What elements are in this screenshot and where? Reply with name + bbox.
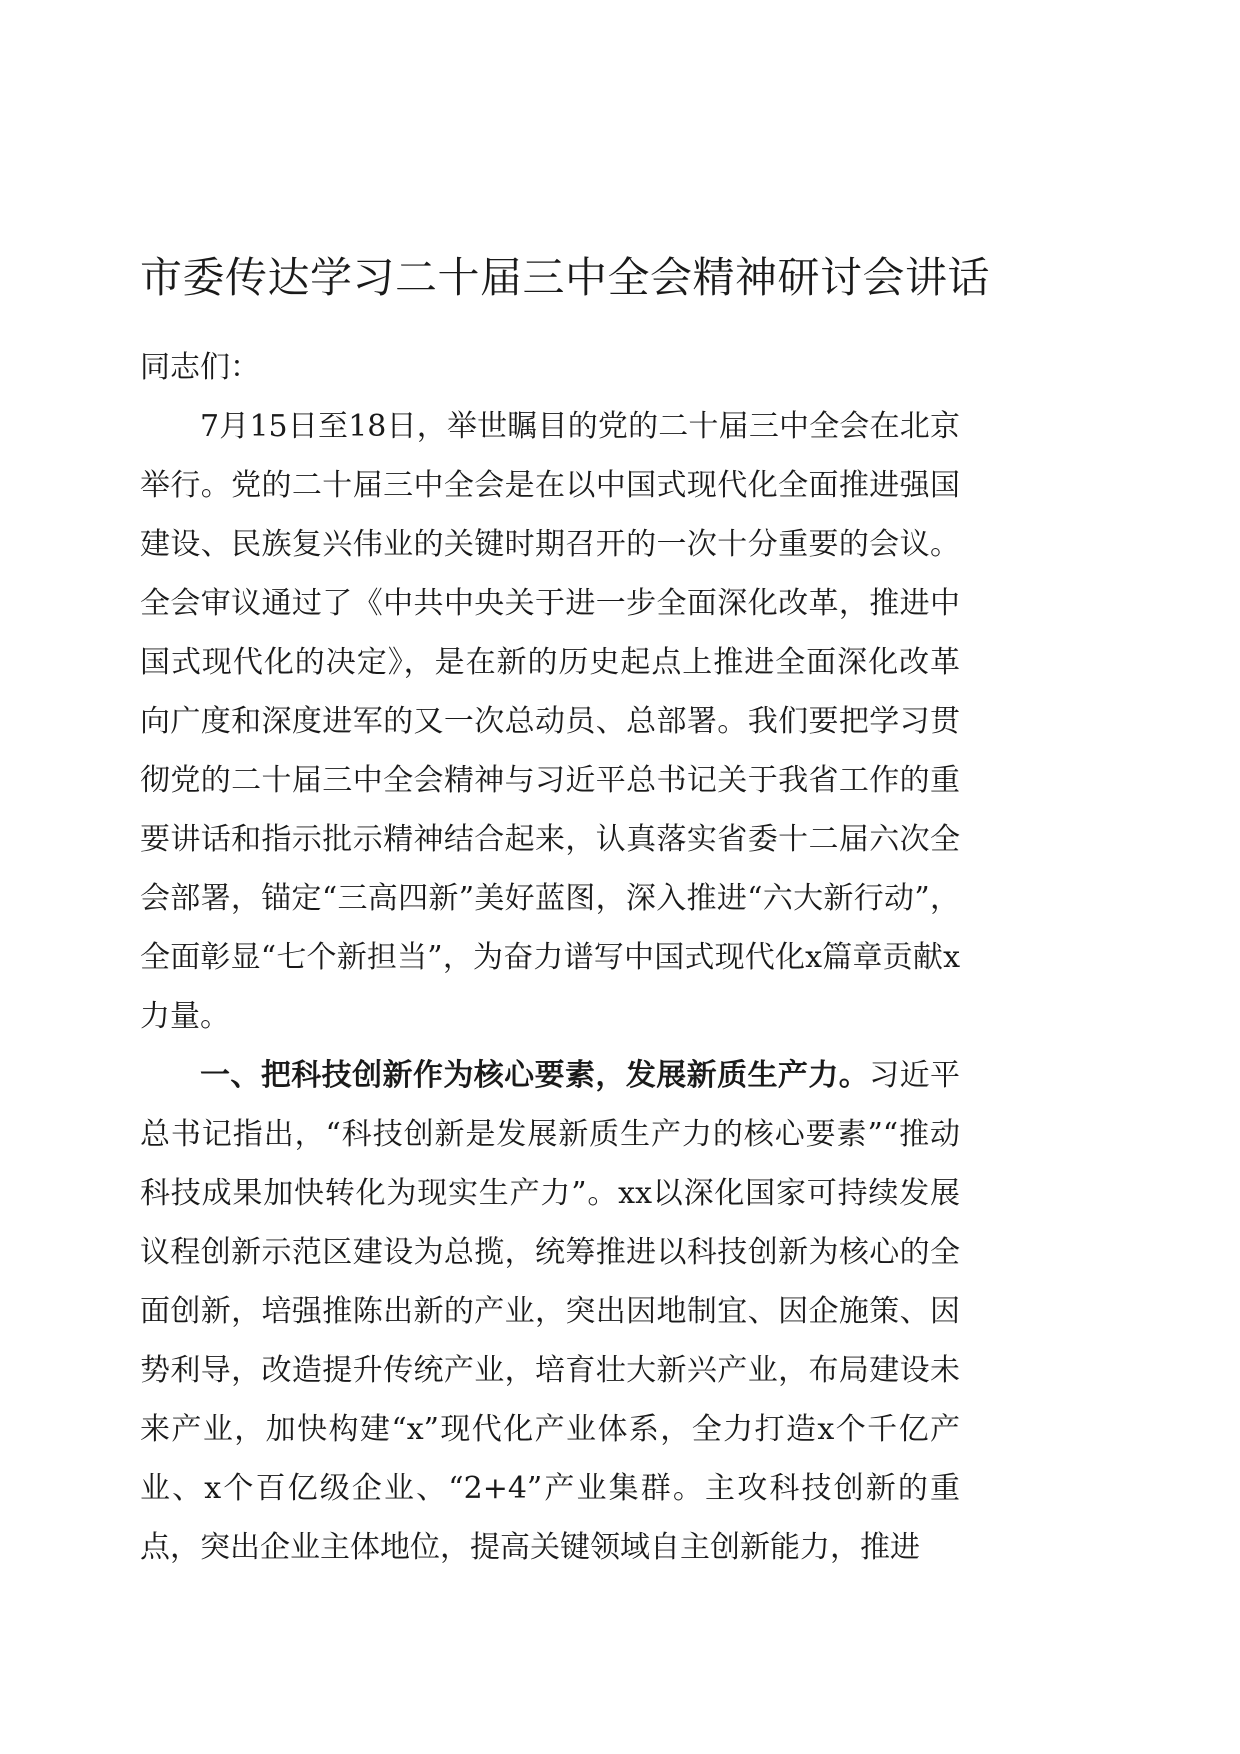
paragraph-text: 习近平总书记指出，“科技创新是发展新质生产力的核心要素”“推动科技成果加快转化为现实生产力”。xx以深化国家可持续发展议程创新示范区建设为总揽，统筹推进以科技创新为核心的全面创新，培强推陈出新的产业，突出因地制宜、因企施策、因势利导，改造提升传统产业，培育壮大新兴产业，布局建设未来产业，加快构建“x”现代化产业体系，全力打造x个千亿产业、x个百亿级企业、“2+4”产业集群。主攻科技创新的重点，突出企业主体地位，提高关键领域自主创新能力，推进 [140,1058,961,1565]
document-title: 市委传达学习二十届三中全会精神研讨会讲话 [140,253,991,302]
paragraph-intro [140,397,960,1046]
salutation: 同志们： [140,350,260,385]
paragraph-text: 7月15日至18日，举世瞩目的党的二十届三中全会在北京举行。党的二十届三中全会是在以中国式现代化全面推进强国建设、民族复兴伟业的关键时期召开的一次十分重要的会议。全会审议通过了《中共中央关于进一步全面深化改革，推进中国式现代化的决定》，是在新的历史起点上推进全面深化改革向广度和深度进军的又一次总动员、总部署。我们要把学习贯彻党的二十届三中全会精神与习近平总书记关于我省工作的重要讲话和指示批示精神结合起来，认真落实省委十二届六次全会部署，锚定“三高四新”美好蓝图，深入推进“六大新行动”，全面彰显“七个新担当”，为奋力谱写中国式现代化x篇章贡献x力量。 [140,409,960,1034]
document-body [140,338,960,1577]
section-heading: 一、把科技创新作为核心要素，发展新质生产力。 [200,1058,870,1093]
paragraph-section-1 [140,1046,960,1577]
